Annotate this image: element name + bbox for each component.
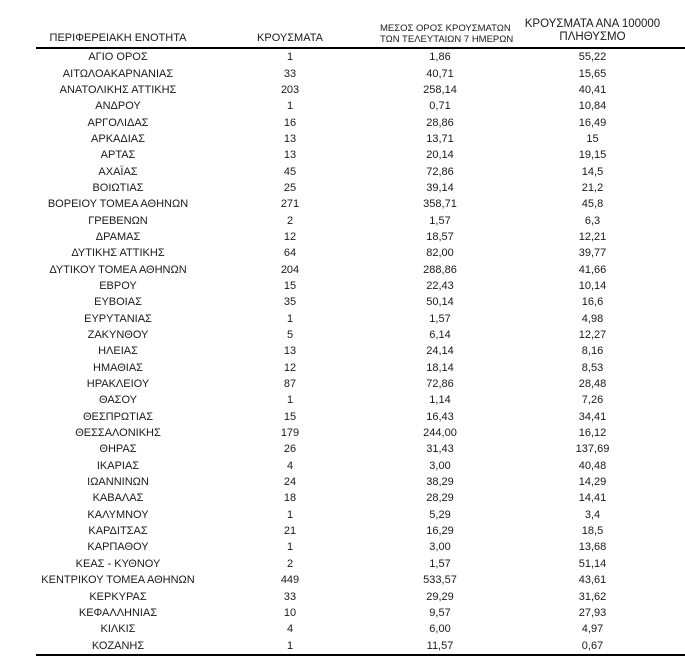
cases-cell: 4	[286, 623, 294, 636]
table-row	[36, 327, 685, 343]
region-cell: ΚΑΛΥΜΝΟΥ	[87, 508, 149, 521]
table-row	[36, 588, 685, 604]
table-row	[36, 523, 685, 539]
avg-7day-cell: 1,86	[429, 51, 451, 64]
table-row	[36, 392, 685, 408]
region-cell: ΑΡΓΟΛΙΔΑΣ	[87, 116, 149, 129]
per-100k-cell: 19,15	[578, 149, 607, 162]
per-100k-cell: 16,6	[581, 296, 604, 309]
region-cell: ΑΡΚΑΔΙΑΣ	[91, 132, 145, 145]
cases-cell: 12	[283, 361, 297, 374]
table-row	[36, 65, 685, 81]
cases-cell: 21	[283, 525, 297, 538]
per-100k-cell: 12,27	[578, 329, 607, 342]
per-100k-cell: 43,61	[578, 574, 607, 587]
table-row	[36, 458, 685, 474]
table-header-row	[36, 13, 685, 49]
per-100k-cell: 137,69	[575, 443, 610, 456]
avg-7day-cell: 5,29	[429, 508, 451, 521]
region-cell: ΚΑΒΑΛΑΣ	[92, 492, 144, 505]
table-row	[36, 131, 685, 147]
avg-7day-cell: 72,86	[426, 165, 454, 178]
region-cell: ΑΧΑΪΑΣ	[98, 165, 138, 178]
table-row	[36, 441, 685, 457]
cases-cell: 179	[280, 427, 300, 440]
avg-7day-cell: 72,86	[426, 378, 454, 391]
region-cell: ΕΒΡΟΥ	[99, 279, 137, 292]
avg-7day-cell: 31,43	[426, 443, 454, 456]
avg-7day-cell: 1,57	[429, 312, 451, 325]
table-row	[36, 490, 685, 506]
table-row	[36, 114, 685, 130]
per-100k-cell: 13,68	[578, 541, 607, 554]
cases-cell: 15	[283, 279, 297, 292]
avg-7day-cell: 82,00	[426, 247, 454, 260]
column-header-label-line2: ΠΛΗΘΥΣΜΟ	[559, 31, 626, 44]
cases-cell: 26	[283, 443, 297, 456]
per-100k-cell: 15,65	[578, 67, 607, 80]
region-cell: ΑΝΑΤΟΛΙΚΗΣ ΑΤΤΙΚΗΣ	[59, 83, 177, 96]
region-cell: ΚΕΑΣ - ΚΥΘΝΟΥ	[75, 557, 161, 570]
region-cell: ΕΥΒΟΙΑΣ	[94, 296, 142, 309]
table-row	[36, 212, 685, 228]
avg-7day-cell: 16,29	[426, 525, 454, 538]
cases-cell: 2	[286, 214, 294, 227]
avg-7day-cell: 288,86	[423, 263, 457, 276]
region-cell: ΚΟΖΑΝΗΣ	[91, 639, 145, 652]
region-cell: ΙΩΑΝΝΙΝΩΝ	[87, 476, 149, 489]
column-header-label-line2: ΤΩΝ ΤΕΛΕΥΤΑΙΩΝ 7 ΗΜΕΡΩΝ	[380, 33, 514, 45]
avg-7day-cell: 28,29	[426, 492, 454, 505]
column-header-label-line1: ΚΡΟΥΣΜΑΤΑ ΑΝΑ 100000	[524, 17, 661, 30]
region-cell: ΘΗΡΑΣ	[99, 443, 137, 456]
region-cell: ΑΓΙΟ ΟΡΟΣ	[88, 51, 148, 64]
cases-cell: 204	[280, 263, 300, 276]
per-100k-cell: 18,5	[581, 525, 604, 538]
table-row	[36, 245, 685, 261]
per-100k-cell: 34,41	[578, 410, 607, 423]
region-cell: ΘΕΣΣΑΛΟΝΙΚΗΣ	[75, 427, 161, 440]
table-body	[36, 49, 685, 656]
table-row	[36, 621, 685, 637]
avg-7day-cell: 22,43	[426, 279, 454, 292]
cases-cell: 10	[283, 606, 297, 619]
avg-7day-cell: 1,57	[429, 557, 451, 570]
region-cell: ΔΡΑΜΑΣ	[95, 230, 141, 243]
region-cell: ΑΡΤΑΣ	[100, 149, 136, 162]
avg-7day-cell: 3,00	[429, 541, 451, 554]
table-row	[36, 425, 685, 441]
table-row	[36, 360, 685, 376]
per-100k-cell: 15	[586, 132, 599, 145]
per-100k-cell: 16,49	[578, 116, 607, 129]
region-cell: ΔΥΤΙΚΗΣ ΑΤΤΙΚΗΣ	[71, 247, 165, 260]
column-header-label: ΚΡΟΥΣΜΑΤΑ	[257, 32, 323, 45]
avg-7day-cell: 18,14	[426, 361, 454, 374]
per-100k-cell: 21,2	[581, 181, 604, 194]
avg-7day-cell: 24,14	[426, 345, 454, 358]
cases-cell: 24	[283, 476, 297, 489]
cases-cell: 35	[283, 296, 297, 309]
cases-cell: 33	[283, 590, 297, 603]
region-cell: ΙΚΑΡΙΑΣ	[96, 459, 140, 472]
per-100k-cell: 3,4	[584, 508, 601, 521]
avg-7day-cell: 533,57	[423, 574, 457, 587]
region-cell: ΘΑΣΟΥ	[98, 394, 138, 407]
avg-7day-cell: 9,57	[429, 606, 451, 619]
avg-7day-cell: 18,57	[426, 230, 454, 243]
region-cell: ΚΑΡΔΙΤΣΑΣ	[88, 525, 148, 538]
avg-7day-cell: 358,71	[423, 198, 457, 211]
avg-7day-cell: 244,00	[423, 427, 457, 440]
table-row	[36, 409, 685, 425]
table-row	[36, 278, 685, 294]
avg-7day-cell: 40,71	[426, 67, 454, 80]
per-100k-cell: 10,84	[578, 100, 607, 113]
avg-7day-cell: 50,14	[426, 296, 454, 309]
table-row	[36, 180, 685, 196]
per-100k-cell: 4,97	[581, 623, 604, 636]
avg-7day-cell: 6,00	[429, 623, 451, 636]
column-header-cases	[200, 32, 380, 45]
regional-cases-table	[36, 13, 685, 656]
per-100k-cell: 0,67	[581, 639, 604, 652]
region-cell: ΚΙΛΚΙΣ	[100, 623, 136, 636]
avg-7day-cell: 1,57	[429, 214, 451, 227]
per-100k-cell: 14,5	[581, 165, 604, 178]
table-row	[36, 539, 685, 555]
avg-7day-cell: 20,14	[426, 149, 454, 162]
per-100k-cell: 8,16	[581, 345, 604, 358]
cases-cell: 1	[286, 51, 294, 64]
cases-cell: 1	[286, 312, 294, 325]
column-header-label-line1: ΜΕΣΟΣ ΟΡΟΣ ΚΡΟΥΣΜΑΤΩΝ	[380, 22, 511, 34]
avg-7day-cell: 16,43	[426, 410, 454, 423]
cases-cell: 5	[286, 329, 294, 342]
region-cell: ΗΡΑΚΛΕΙΟΥ	[86, 378, 150, 391]
table-row	[36, 343, 685, 359]
region-cell: ΒΟΙΩΤΙΑΣ	[92, 181, 144, 194]
region-cell: ΘΕΣΠΡΩΤΙΑΣ	[82, 410, 154, 423]
per-100k-cell: 6,3	[584, 214, 601, 227]
per-100k-cell: 4,98	[581, 312, 604, 325]
table-row	[36, 98, 685, 114]
cases-cell: 33	[283, 67, 297, 80]
cases-cell: 2	[286, 557, 294, 570]
cases-cell: 64	[283, 247, 297, 260]
avg-7day-cell: 3,00	[429, 459, 451, 472]
avg-7day-cell: 11,57	[426, 639, 454, 652]
cases-cell: 13	[283, 345, 297, 358]
per-100k-cell: 10,14	[578, 279, 607, 292]
table-row	[36, 637, 685, 653]
column-header-label: ΠΕΡΙΦΕΡΕΙΑΚΗ ΕΝΟΤΗΤΑ	[49, 32, 187, 45]
table-row	[36, 474, 685, 490]
avg-7day-cell: 13,71	[426, 132, 454, 145]
table-row	[36, 376, 685, 392]
table-row	[36, 507, 685, 523]
avg-7day-cell: 1,14	[429, 394, 451, 407]
region-cell: ΒΟΡΕΙΟΥ ΤΟΜΕΑ ΑΘΗΝΩΝ	[47, 198, 189, 211]
per-100k-cell: 27,93	[578, 606, 607, 619]
column-header-cases-per-100k	[500, 18, 685, 45]
cases-cell: 45	[283, 165, 297, 178]
table-row	[36, 229, 685, 245]
per-100k-cell: 28,48	[578, 378, 607, 391]
table-row	[36, 572, 685, 588]
region-cell: ΕΥΡΥΤΑΝΙΑΣ	[84, 312, 152, 325]
table-row	[36, 294, 685, 310]
column-header-regional-unit	[36, 32, 200, 45]
cases-cell: 449	[280, 574, 300, 587]
region-cell: ΖΑΚΥΝΘΟΥ	[87, 329, 149, 342]
per-100k-cell: 45,8	[581, 198, 604, 211]
table-row	[36, 49, 685, 65]
region-cell: ΚΑΡΠΑΘΟΥ	[87, 541, 149, 554]
per-100k-cell: 7,26	[581, 394, 604, 407]
table-row	[36, 196, 685, 212]
cases-cell: 271	[280, 198, 300, 211]
avg-7day-cell: 6,14	[429, 329, 451, 342]
per-100k-cell: 31,62	[578, 590, 607, 603]
cases-cell: 87	[283, 378, 297, 391]
cases-cell: 1	[286, 100, 294, 113]
cases-cell: 1	[286, 639, 294, 652]
cases-cell: 25	[283, 181, 297, 194]
per-100k-cell: 39,77	[578, 247, 607, 260]
table-row	[36, 82, 685, 98]
column-header-7day-average	[380, 22, 514, 45]
region-cell: ΚΕΦΑΛΛΗΝΙΑΣ	[78, 606, 158, 619]
cases-cell: 12	[283, 230, 297, 243]
table-row	[36, 147, 685, 163]
region-cell: ΗΜΑΘΙΑΣ	[93, 361, 143, 374]
table-row	[36, 556, 685, 572]
cases-cell: 1	[286, 508, 294, 521]
region-cell: ΗΛΕΙΑΣ	[98, 345, 138, 358]
table-row	[36, 261, 685, 277]
cases-cell: 15	[283, 410, 297, 423]
avg-7day-cell: 29,29	[426, 590, 454, 603]
table-row	[36, 311, 685, 327]
cases-cell: 203	[280, 83, 300, 96]
per-100k-cell: 14,29	[578, 476, 607, 489]
cases-cell: 18	[283, 492, 297, 505]
avg-7day-cell: 258,14	[423, 83, 457, 96]
per-100k-cell: 14,41	[578, 492, 607, 505]
per-100k-cell: 16,12	[578, 427, 607, 440]
per-100k-cell: 51,14	[578, 557, 607, 570]
region-cell: ΚΕΝΤΡΙΚΟΥ ΤΟΜΕΑ ΑΘΗΝΩΝ	[41, 574, 195, 587]
avg-7day-cell: 38,29	[426, 476, 454, 489]
cases-cell: 1	[286, 541, 294, 554]
cases-cell: 16	[283, 116, 297, 129]
avg-7day-cell: 28,86	[426, 116, 454, 129]
cases-cell: 4	[286, 459, 294, 472]
cases-cell: 13	[283, 132, 297, 145]
cases-cell: 1	[286, 394, 294, 407]
region-cell: ΑΝΔΡΟΥ	[95, 100, 141, 113]
region-cell: ΑΙΤΩΛΟΑΚΑΡΝΑΝΙΑΣ	[62, 67, 174, 80]
region-cell: ΔΥΤΙΚΟΥ ΤΟΜΕΑ ΑΘΗΝΩΝ	[49, 263, 187, 276]
per-100k-cell: 55,22	[578, 51, 607, 64]
table-row	[36, 163, 685, 179]
per-100k-cell: 12,21	[578, 230, 607, 243]
per-100k-cell: 40,41	[578, 83, 607, 96]
table-row	[36, 605, 685, 621]
per-100k-cell: 41,66	[578, 263, 607, 276]
region-cell: ΓΡΕΒΕΝΩΝ	[88, 214, 148, 227]
cases-cell: 13	[283, 149, 297, 162]
region-cell: ΚΕΡΚΥΡΑΣ	[89, 590, 147, 603]
avg-7day-cell: 0,71	[429, 100, 451, 113]
avg-7day-cell: 39,14	[426, 181, 454, 194]
per-100k-cell: 40,48	[578, 459, 607, 472]
per-100k-cell: 8,53	[581, 361, 604, 374]
